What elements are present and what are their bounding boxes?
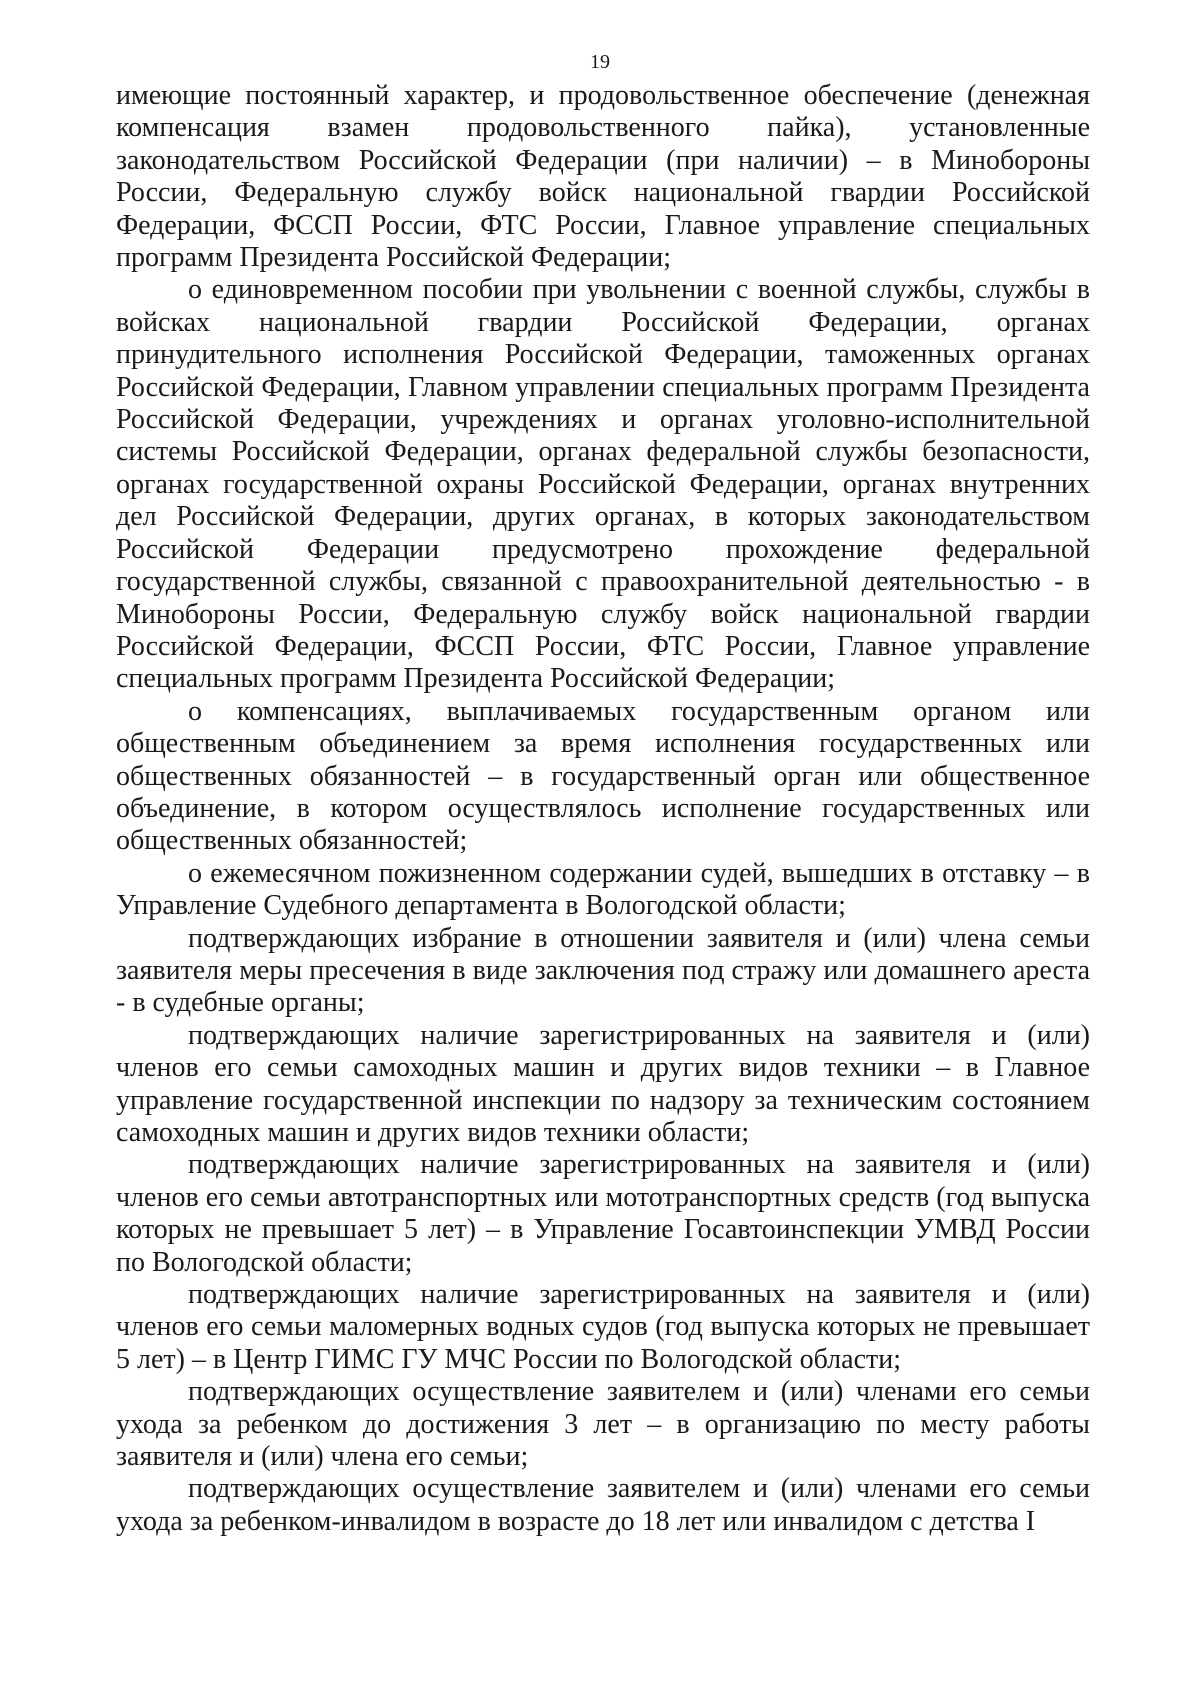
paragraph-detention: подтверждающих избрание в отношении заявителя и (или) члена семьи заявителя меры пресечения в виде заключения под стражу или домашнего ареста - в судебные органы;	[116, 922, 1090, 1019]
paragraph-small-vessels: подтверждающих наличие зарегистрированных на заявителя и (или) членов его семьи маломерных водных судов (год выпуска которых не превышает 5 лет) – в Центр ГИМС ГУ МЧС России по Вологодской области;	[116, 1279, 1090, 1375]
paragraph-judges-allowance: о ежемесячном пожизненном содержании судей, вышедших в отставку – в Управление Судебного департамента в Вологодской области;	[116, 857, 1090, 922]
paragraph-severance-allowance: о единовременном пособии при увольнении с военной службы, службы в войсках национальной гвардии Российской Федерации, органах принудительного исполнения Российской Федерации, таможенных органах Российской Федерации, Главном управлении специальных программ Президента Российской Федерации, учреждениях и органах уголовно-исполнительной системы Российской Федерации, органах федеральной службы безопасности, органах государственной охраны Российской Федерации, органах внутренних дел Российской Федерации, других органах, в которых законодательством Российской Федерации предусмотрено прохождение федеральной государственной службы, связанной с правоохранительной деятельностью - в Минобороны России, Федеральную службу войск национальной гвардии Российской Федерации, ФССП России, ФТС России, Главное управление специальных программ Президента Российской Федерации;	[116, 274, 1090, 695]
paragraph-motor-vehicles: подтверждающих наличие зарегистрированных на заявителя и (или) членов его семьи автотранспортных или мототранспортных средств (год выпуска которых не превышает 5 лет) – в Управление Госавтоинспекции УМВД России по Вологодской области;	[116, 1149, 1090, 1278]
paragraph-compensations: о компенсациях, выплачиваемых государственным органом или общественным объединением за время исполнения государственных или общественных обязанностей – в государственный орган или общественное объединение, в котором осуществлялось исполнение государственных или общественных обязанностей;	[116, 695, 1090, 857]
document-body	[116, 80, 1090, 1538]
paragraph-continuation: имеющие постоянный характер, и продовольственное обеспечение (денежная компенсация взамен продовольственного пайка), установленные законодательством Российской Федерации (при наличии) – в Минобороны России, Федеральную службу войск национальной гвардии Российской Федерации, ФССП России, ФТС России, Главное управление специальных программ Президента Российской Федерации;	[116, 80, 1090, 274]
paragraph-disabled-child-care: подтверждающих осуществление заявителем и (или) членами его семьи ухода за ребенком-инвалидом в возрасте до 18 лет или инвалидом с детства I	[116, 1473, 1090, 1537]
paragraph-child-care: подтверждающих осуществление заявителем и (или) членами его семьи ухода за ребенком до достижения 3 лет – в организацию по месту работы заявителя и (или) члена его семьи;	[116, 1376, 1090, 1473]
page-number: 19	[590, 51, 610, 73]
paragraph-self-propelled-machines: подтверждающих наличие зарегистрированных на заявителя и (или) членов его семьи самоходных машин и других видов техники – в Главное управление государственной инспекции по надзору за техническим состоянием самоходных машин и других видов техники области;	[116, 1019, 1090, 1148]
